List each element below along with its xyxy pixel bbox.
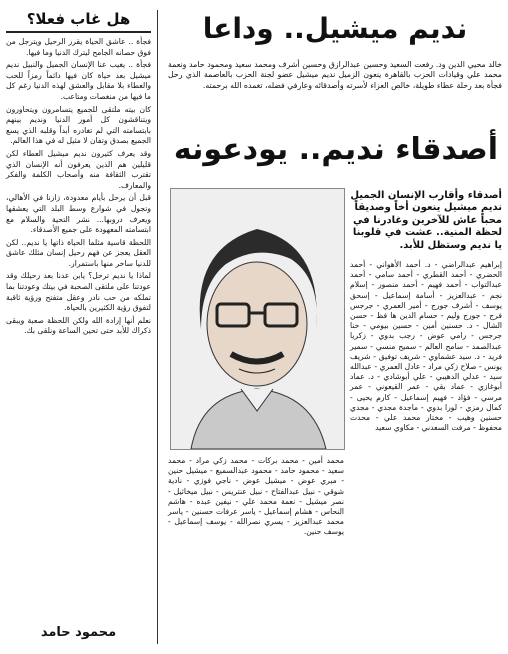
friends-caption: أصدقاء وأقارب الإنسان الجميل نديم ميشيل ينعون أخاً وصديقاً محباً عاش للآخرين وغادرنا في لحظة المنية.. عشت في قلوبنا يا نديم وستظل للأبد. (350, 190, 502, 251)
names-list-left: محمد أمين - محمد بركات - محمد زكي مراد - محمد سعيد - محمود حامد - محمود عبدالسميع - ميشيل حنين - ميري عوض - ميشيل عوض - ناجي فوزي - نادية شوقي - نبيل عبدالفتاح - نبيل عنتريس - نبيل ميخائيل - نصر ميشيل - نعمة محمد علي - نيفين عبده - هاشم النحاس - هشام إسماعيل - ياسر عرفات حسنين - ياسر محمد عبدالعزيز - يسري نصرالله - يوسف إسماعيل - يوسف حنين. (168, 456, 344, 537)
column-title: هل غاب فعلا؟ (6, 10, 151, 33)
opinion-column (6, 10, 158, 644)
column-paragraph: فجأة .. عاشق الحياة يقرر الرحيل ويترجل من فوق حصانه الجامح ليترك الدنيا وما فيها. (6, 37, 151, 57)
column-paragraph: فجأة .. يغيب عنا الإنسان الجميل والنبيل نديم ميشيل بعد حياة كان فيها دائماً رمزاً للحب والعطاء بلا مقابل والعشق لهذه الدنيا رغم كل ما فيها من منغصات ومتاعب. (6, 60, 151, 101)
headline-friends: أصدقاء نديم.. يودعونه (173, 132, 499, 167)
column-paragraph: قبل أن يرحل بأيام معدودة، زارنا في الأهالي، وتجول في شوارع وسط البلد التي يعشقها ويعرف دروبها... نشر التحية والسلام مع ابتسامته المعهودة على جميع الأصدقاء. (6, 193, 151, 235)
column-paragraph: كان بيته ملتقى للجميع يتسامرون ويتحاورون ويتناقشون كل أمور الدنيا ونديم بينهم بابتسامته التي لم تغادره أبداً وقلبه الذي يسع الجميع بصدق وتفان لا مثيل له في هذا العالم. (6, 104, 151, 146)
portrait-illustration (171, 189, 344, 449)
column-paragraph: نعلم أنها إرادة الله ولكن اللحظة صعبة ويبقى ذكراك للأبد حتى تحين الساعة ونلقى بك. (6, 315, 151, 336)
condolence-intro: خالد محيي الدين ود. رفعت السعيد وحسين عبدالرازق وحسين أشرف ومحمد سعيد ومحمود حامد ونعمة محمد علي وقيادات الحزب بالقاهرة ينعون الزميل نديم ميشيل عضو لجنة الحزب بالعاصمة الذي رحل فجأة بعد رحلة عطاء طويلة، خالص العزاء لأسرته وأصدقائه وعارفي فضله، تغمده الله برحمته. (168, 60, 502, 90)
column-paragraph: وقد يعرف كثيرون نديم ميشيل العطاء لكن قليلين هم الذين يعرفون أنه الإنسان الذي تقترب الثقافة منه وأصحاب الكلمة والفكر والمعارف. (6, 148, 151, 190)
names-list-right: إبراهيم عبدالراضي - د. أحمد الأهواني - أحمد الحضري - أحمد القطري - أحمد سامي - أحمد عبدالتواب - أحمد فهيم - أحمد منصور - إسلام نجم - عبدالعزيز - أسامة إسماعيل - إسحق يوسف - أشرف جورج - أمير العمري - جرجس فرج - جورج وليم - حسام الدين ها فظ - حسن الشال - د. حسنين أمين - حسين بيومي - حنا جرجس - رامي عوض - رجب بدوي - زكريا عبدالصمد - سامح العالم - سميح منسي - سمير فريد - د. سيد عشماوي - شريف توفيق - شريف يونس - صلاح زكي مراد - عادل العمري - عبدالله سيد - عدلي الدهيبي - علي أبوشادي - د. عماد أبوغازي - عماد بقي - عمر القيعوني - عمر مرسي - فؤاد - فهيم إسماعيل - كارم يحيى - كمال رمزي - لورا بدوي - ماجدة مجدي - مجدي حسنين وهيب - مختار محمد علي - محدت محفوظ - مرفت السعدني - مكاوي سعيد (350, 260, 502, 433)
column-paragraph: اللحظة قاسية مثلما الحياة ذاتها يا نديم.. لكن العقل يعجز عن فهم رحيل إنسان مثلك عاشق للدنيا ساخر منها باستمرار. (6, 237, 151, 268)
author-signature: محمود حامد (40, 625, 117, 640)
column-paragraph: لماذا يا نديم ترحل؟ يابن عدنا بعد رحيلك وقد عودتنا على ملتقى الصحبة في بيتك وعودتنا بما تملكه من حب نادر وعقل متفتح ورؤية ثاقبة لتفوق رؤية الكثيرين بالحياة. (6, 271, 151, 313)
portrait-photo (170, 188, 345, 450)
headline-farewell: نديم ميشيل.. وداعا (202, 12, 468, 45)
column-body (6, 37, 151, 337)
